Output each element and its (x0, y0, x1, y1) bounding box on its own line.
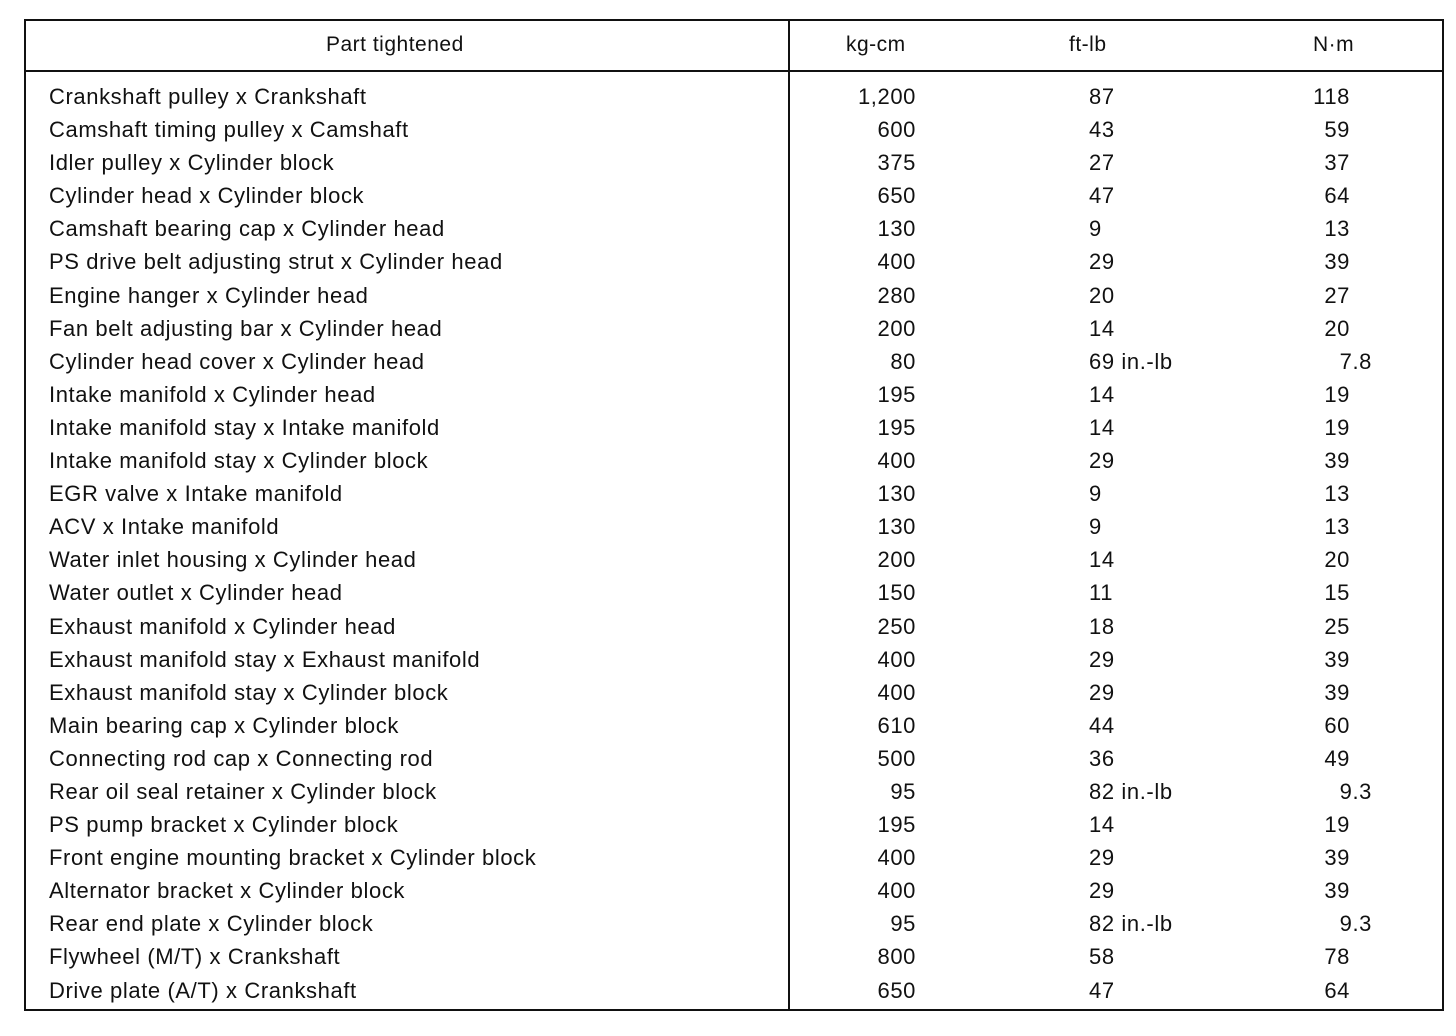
cell-kg-cm: 400 (877, 249, 916, 275)
cell-ft-lb: 29 (1089, 845, 1115, 871)
cell-kg-cm: 200 (877, 547, 916, 573)
cell-kg-cm: 200 (877, 315, 916, 341)
cell-n-m: 13 (1324, 481, 1350, 507)
cell-n-m: 39 (1324, 878, 1350, 904)
cell-kg-cm: 250 (877, 613, 916, 639)
table-row (26, 611, 1442, 644)
cell-part-tightened: Cylinder head cover x Cylinder head (49, 348, 425, 374)
cell-part-tightened: Intake manifold stay x Cylinder block (49, 448, 429, 474)
table-row (26, 213, 1442, 246)
cell-part-tightened: Exhaust manifold stay x Cylinder block (49, 679, 449, 705)
cell-part-tightened: Crankshaft pulley x Crankshaft (49, 84, 367, 109)
cell-part-tightened: Water outlet x Cylinder head (49, 580, 343, 606)
cell-ft-lb: 69 in.-lb (1089, 348, 1173, 374)
cell-ft-lb: 14 (1089, 381, 1115, 407)
cell-ft-lb: 14 (1089, 812, 1115, 838)
cell-ft-lb: 14 (1089, 315, 1115, 341)
cell-ft-lb: 29 (1089, 646, 1115, 672)
cell-ft-lb: 27 (1089, 150, 1115, 176)
cell-part-tightened: Water inlet housing x Cylinder head (49, 547, 417, 573)
cell-n-m: 39 (1324, 679, 1350, 705)
cell-n-m: 49 (1324, 745, 1350, 771)
cell-kg-cm: 130 (877, 481, 916, 507)
cell-part-tightened: Exhaust manifold stay x Exhaust manifold (49, 646, 481, 672)
table-row (26, 644, 1442, 677)
cell-kg-cm: 400 (877, 679, 916, 705)
cell-part-tightened: Camshaft timing pulley x Camshaft (49, 117, 409, 143)
table-row (26, 478, 1442, 511)
cell-kg-cm: 1,200 (857, 84, 916, 109)
table-row (26, 875, 1442, 908)
cell-part-tightened: Drive plate (A/T) x Crankshaft (49, 977, 357, 1003)
table-row (26, 246, 1442, 279)
cell-ft-lb: 29 (1089, 679, 1115, 705)
cell-part-tightened: Intake manifold x Cylinder head (49, 381, 376, 407)
cell-n-m: 13 (1324, 514, 1350, 540)
cell-part-tightened: EGR valve x Intake manifold (49, 481, 343, 507)
cell-ft-lb: 36 (1089, 745, 1115, 771)
cell-ft-lb: 82 in.-lb (1089, 911, 1173, 937)
cell-part-tightened: PS pump bracket x Cylinder block (49, 812, 399, 838)
table-row (26, 346, 1442, 379)
header-ft-lb: ft-lb (1069, 33, 1107, 56)
cell-n-m: 9.3 (1339, 778, 1372, 804)
table-row (26, 114, 1442, 147)
cell-kg-cm: 150 (877, 580, 916, 606)
cell-ft-lb: 87 (1089, 84, 1115, 109)
cell-n-m: 7.8 (1339, 348, 1372, 374)
cell-n-m: 78 (1324, 944, 1350, 970)
cell-ft-lb: 29 (1089, 878, 1115, 904)
table-row (26, 379, 1442, 412)
cell-kg-cm: 195 (877, 381, 916, 407)
table-row (26, 412, 1442, 445)
table-row (26, 313, 1442, 346)
cell-part-tightened: Front engine mounting bracket x Cylinder block (49, 845, 537, 871)
cell-kg-cm: 400 (877, 448, 916, 474)
cell-ft-lb: 9 (1089, 481, 1102, 507)
cell-kg-cm: 375 (877, 150, 916, 176)
cell-part-tightened: ACV x Intake manifold (49, 514, 280, 540)
cell-kg-cm: 195 (877, 414, 916, 440)
cell-kg-cm: 400 (877, 845, 916, 871)
torque-spec-table (24, 19, 1444, 1011)
cell-kg-cm: 650 (877, 977, 916, 1003)
cell-n-m: 64 (1324, 977, 1350, 1003)
cell-n-m: 37 (1324, 150, 1350, 176)
cell-n-m: 39 (1324, 448, 1350, 474)
cell-ft-lb: 14 (1089, 547, 1115, 573)
cell-kg-cm: 195 (877, 812, 916, 838)
cell-n-m: 118 (1313, 84, 1350, 109)
table-row (26, 544, 1442, 577)
table-header-row (26, 21, 1442, 70)
cell-ft-lb: 47 (1089, 183, 1115, 209)
table-row (26, 511, 1442, 544)
cell-ft-lb: 14 (1089, 414, 1115, 440)
cell-part-tightened: Connecting rod cap x Connecting rod (49, 745, 434, 771)
table-row (26, 710, 1442, 743)
cell-kg-cm: 610 (877, 712, 916, 738)
table-row (26, 280, 1442, 313)
table-row (26, 445, 1442, 478)
cell-kg-cm: 650 (877, 183, 916, 209)
cell-part-tightened: Engine hanger x Cylinder head (49, 282, 369, 308)
table-row (26, 975, 1442, 1008)
cell-ft-lb: 11 (1089, 580, 1114, 606)
cell-kg-cm: 80 (890, 348, 916, 374)
cell-part-tightened: Alternator bracket x Cylinder block (49, 878, 406, 904)
cell-n-m: 60 (1324, 712, 1350, 738)
cell-kg-cm: 95 (890, 778, 916, 804)
table-row (26, 776, 1442, 809)
cell-ft-lb: 20 (1089, 282, 1115, 308)
cell-ft-lb: 29 (1089, 249, 1115, 275)
cell-ft-lb: 82 in.-lb (1089, 778, 1173, 804)
cell-part-tightened: Cylinder head x Cylinder block (49, 183, 365, 209)
table-row (26, 677, 1442, 710)
cell-n-m: 19 (1324, 414, 1350, 440)
cell-part-tightened: Rear oil seal retainer x Cylinder block (49, 778, 437, 804)
cell-ft-lb: 44 (1089, 712, 1115, 738)
cell-n-m: 20 (1324, 547, 1350, 573)
table-row (26, 147, 1442, 180)
cell-ft-lb: 18 (1089, 613, 1115, 639)
table-row (26, 842, 1442, 875)
cell-kg-cm: 130 (877, 514, 916, 540)
cell-ft-lb: 47 (1089, 977, 1115, 1003)
table-row (26, 743, 1442, 776)
cell-part-tightened: Idler pulley x Cylinder block (49, 150, 335, 176)
cell-ft-lb: 29 (1089, 448, 1115, 474)
table-body (26, 81, 1442, 1008)
cell-ft-lb: 9 (1089, 514, 1102, 540)
cell-part-tightened: Main bearing cap x Cylinder block (49, 712, 399, 738)
cell-n-m: 19 (1324, 381, 1350, 407)
table-row (26, 941, 1442, 974)
cell-part-tightened: Camshaft bearing cap x Cylinder head (49, 216, 445, 242)
header-kg-cm: kg-cm (846, 33, 906, 56)
cell-n-m: 64 (1324, 183, 1350, 209)
cell-kg-cm: 95 (890, 911, 916, 937)
cell-n-m: 59 (1324, 117, 1350, 143)
cell-ft-lb: 43 (1089, 117, 1115, 143)
table-row (26, 908, 1442, 941)
header-n-m: N·m (1313, 33, 1355, 56)
cell-kg-cm: 500 (877, 745, 916, 771)
cell-n-m: 39 (1324, 249, 1350, 275)
cell-kg-cm: 800 (877, 944, 916, 970)
cell-n-m: 39 (1324, 845, 1350, 871)
cell-n-m: 25 (1324, 613, 1350, 639)
cell-part-tightened: Flywheel (M/T) x Crankshaft (49, 944, 341, 970)
cell-part-tightened: Exhaust manifold x Cylinder head (49, 613, 396, 639)
cell-kg-cm: 600 (877, 117, 916, 143)
cell-ft-lb: 58 (1089, 944, 1115, 970)
cell-n-m: 19 (1324, 812, 1350, 838)
table-row (26, 81, 1442, 114)
cell-n-m: 13 (1324, 216, 1350, 242)
table-row (26, 577, 1442, 610)
header-rule (26, 70, 1442, 72)
cell-n-m: 9.3 (1339, 911, 1372, 937)
cell-ft-lb: 9 (1089, 216, 1102, 242)
cell-part-tightened: Fan belt adjusting bar x Cylinder head (49, 315, 443, 341)
cell-n-m: 39 (1324, 646, 1350, 672)
cell-kg-cm: 130 (877, 216, 916, 242)
cell-n-m: 20 (1324, 315, 1350, 341)
cell-n-m: 15 (1324, 580, 1350, 606)
cell-part-tightened: Rear end plate x Cylinder block (49, 911, 374, 937)
table-row (26, 809, 1442, 842)
header-part-tightened: Part tightened (326, 33, 464, 56)
cell-part-tightened: PS drive belt adjusting strut x Cylinder head (49, 249, 503, 275)
table-row (26, 180, 1442, 213)
cell-kg-cm: 400 (877, 646, 916, 672)
cell-n-m: 27 (1324, 282, 1350, 308)
cell-part-tightened: Intake manifold stay x Intake manifold (49, 414, 440, 440)
cell-kg-cm: 280 (877, 282, 916, 308)
cell-kg-cm: 400 (877, 878, 916, 904)
